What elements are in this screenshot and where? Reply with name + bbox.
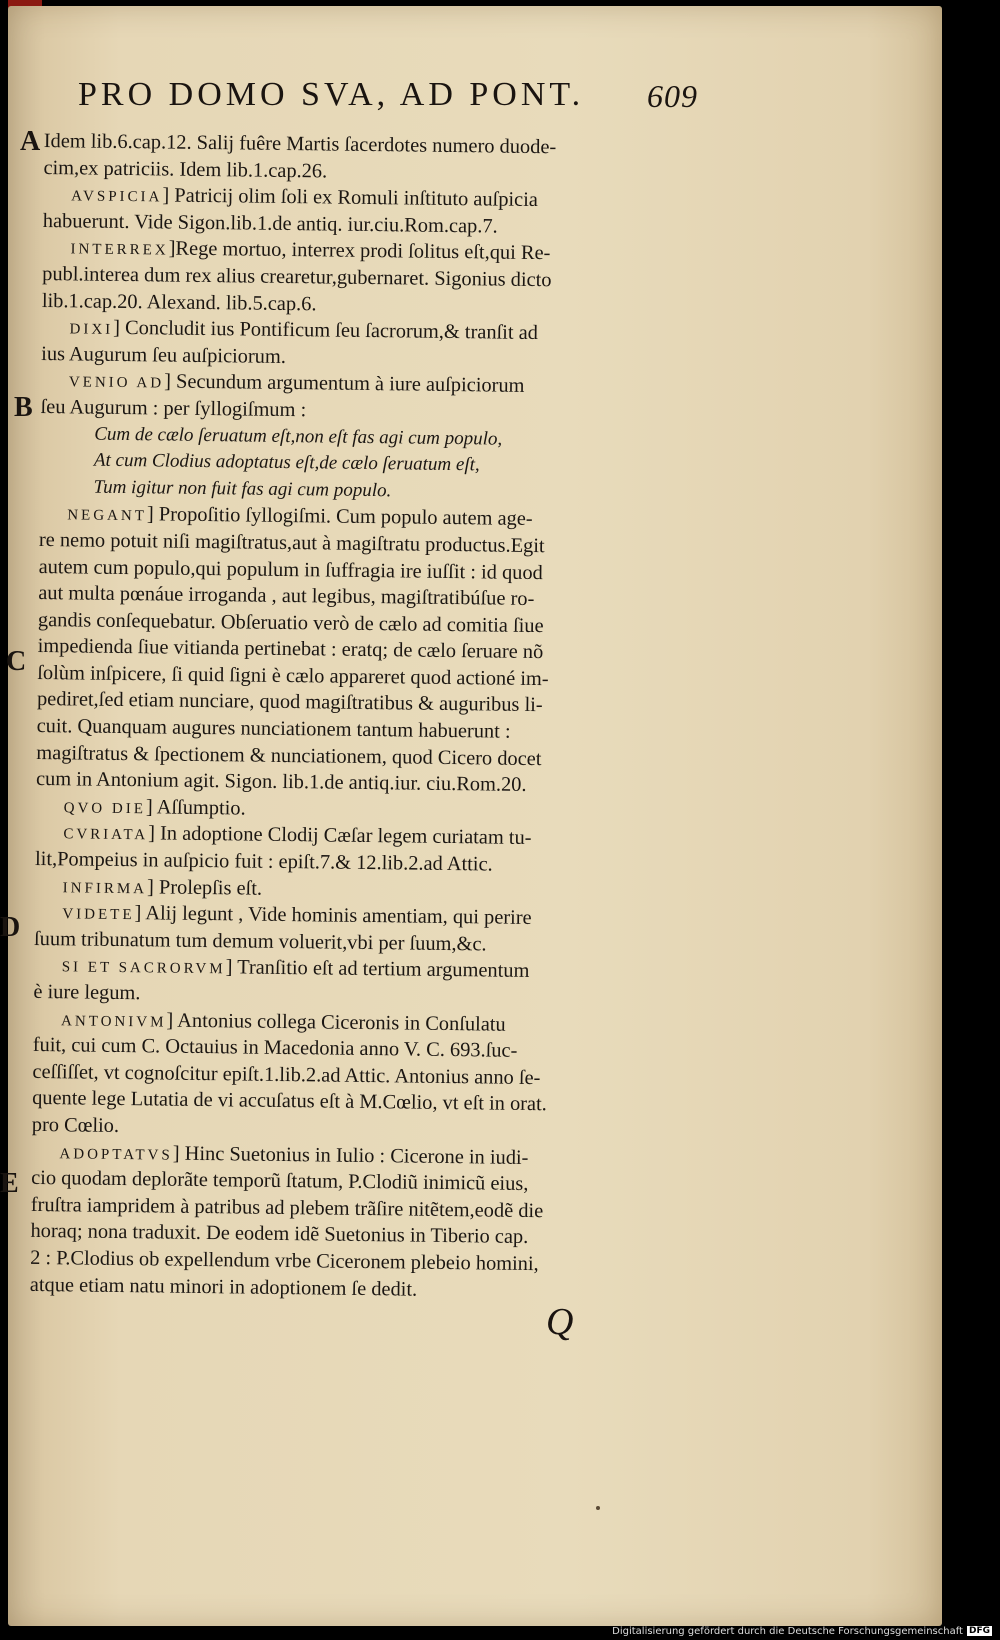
lemma: ANTONIVM: [60, 1012, 167, 1031]
margin-letter-a: A: [20, 126, 41, 157]
line-text: aut multa pœnáue irroganda , aut legibus, magiſtratibúſue ro-: [38, 582, 535, 611]
line-text: ſolùm inſpicere, ſi quid ſigni è cælo appareret quod actioné im-: [37, 661, 549, 691]
line-text: ſeu Augurum : per ſyllogiſmum :: [40, 395, 307, 422]
line-text: quente lege Lutatia de vi accuſatus eſt à M.Cœlio, vt eſt in orat.: [32, 1087, 547, 1116]
line-text: fruſtra iampridem à patribus ad plebem trãſire nitẽtem,eodẽ die: [30, 1193, 544, 1222]
lemma: DIXI: [69, 321, 114, 339]
commentary-text: [30, 128, 704, 1306]
lemma: VENIO AD: [68, 374, 165, 392]
line-text: ] Patricij olim ſoli ex Romuli inſtituto auſpicia: [162, 184, 539, 212]
margin-letter-d: D: [0, 912, 21, 943]
line-text: cim,ex patriciis. Idem lib.1.cap.26.: [43, 156, 328, 183]
line-text: è iure legum.: [33, 980, 141, 1005]
line-text: lit,Pompeius in auſpicio fuit : epiſt.7.& 12.lib.2.ad Attic.: [34, 847, 493, 876]
line-text: ] Alij legunt , Vide hominis amentiam, qui perire: [134, 902, 532, 930]
line-text: impedienda ſiue vitianda pertinebat : eratq; de cælo ſeruare nõ: [37, 635, 544, 664]
line-text: horaq; nona traduxit. De eodem idẽ Suetonius in Tiberio cap.: [30, 1220, 529, 1249]
lemma: INFIRMA: [62, 879, 148, 897]
line-text: Cum de cælo ſeruatum eſt,non eſt fas agi cum populo,: [94, 423, 503, 450]
line-text: ceſſiſſet, vt cognoſcitur epiſt.1.lib.2.ad Attic. Antonius anno ſe-: [32, 1060, 541, 1089]
line-text: 2 : P.Clodius ob expellendum vrbe Ciceronem plebeio homini,: [30, 1246, 539, 1276]
line-text: ] In adoptione Clodij Cæſar legem curiatam tu-: [148, 822, 532, 850]
line-text: ius Augurum ſeu auſpiciorum.: [41, 342, 287, 368]
lemma: AVSPICIA: [71, 188, 163, 206]
lemma: QVO DIE: [63, 800, 147, 818]
ink-speck: [596, 1506, 600, 1510]
line-text: ] Concludit ius Pontificum ſeu ſacrorum,& tranſit ad: [113, 317, 539, 345]
line-text: fuit, cui cum C. Octauius in Macedonia anno V. C. 693.ſuc-: [32, 1034, 518, 1063]
line-text: Tum igitur non fuit fas agi cum populo.: [93, 476, 392, 501]
line-text: ] Propoſitio ſyllogiſmi. Cum populo autem age-: [146, 503, 533, 531]
line-text: ſuum tribunatum tum demum voluerit,vbi per ſuum,&c.: [33, 927, 487, 956]
line-text: ] Aſſumptio.: [145, 796, 246, 820]
line-text: At cum Clodius adoptatus eſt,de cælo ſeruatum eſt,: [93, 449, 480, 476]
line-text: ] Antonius collega Ciceronis in Conſulatu: [166, 1009, 506, 1036]
line-text: atque etiam natu minori in adoptionem ſe dedit.: [29, 1273, 418, 1301]
line-text: lib.1.cap.20. Alexand. lib.5.cap.6.: [41, 289, 317, 315]
line-text: publ.interea dum rex alius crearetur,gubernaret. Sigonius dicto: [42, 262, 552, 292]
line-text: cum in Antonium agit. Sigon. lib.1.de antiq.iur. ciu.Rom.20.: [35, 768, 527, 797]
catchword: Q: [546, 1301, 574, 1343]
lemma: INTERREX: [70, 241, 169, 259]
lemma: CVRIATA: [63, 826, 149, 844]
line-text: re nemo potuit niſi magiſtratus,aut à magiſtratu productus.Egit: [38, 528, 545, 558]
line-text: habuerunt. Vide Sigon.lib.1.de antiq. iur.ciu.Rom.cap.7.: [42, 209, 498, 238]
digitization-footer: [612, 1624, 992, 1638]
line-text: gandis conſequebatur. Obſeruatio verò de cælo ad comitia ſiue: [37, 608, 544, 637]
line-text: ] Prolepſis eſt.: [146, 875, 263, 900]
line-text: cuit. Quanquam augures nunciationem tantum habuerunt :: [36, 715, 511, 743]
lemma: NEGANT: [67, 507, 148, 525]
lemma: SI ET SACRORVM: [61, 959, 226, 978]
page-number: 609: [647, 78, 698, 114]
line-text: cio quodam deplorãte temporũ ſtatum, P.Clodiũ inimicũ eius,: [31, 1167, 529, 1196]
line-text: Idem lib.6.cap.12. Salij fuêre Martis ſacerdotes numero duode-: [43, 129, 557, 159]
line-text: ] Tranſitio eſt ad tertium argumentum: [225, 956, 530, 983]
margin-letter-c: C: [6, 646, 27, 677]
line-text: autem cum populo,qui populum in ſuffragia ire iuſſit : id quod: [38, 555, 543, 584]
lemma: ADOPTATVS: [59, 1145, 173, 1164]
margin-letter-e: E: [0, 1168, 19, 1199]
dfg-logo: DFG: [968, 1626, 990, 1636]
running-title: PRO DOMO SVA, AD PONT.: [78, 76, 585, 113]
line-text: pro Cœlio.: [31, 1113, 120, 1137]
line-text: magiſtratus & ſpectionem & nunciationem, quod Cicero docet: [36, 741, 542, 770]
line-text: ] Secundum argumentum à iure auſpiciorum: [164, 370, 525, 398]
running-header: [78, 76, 698, 124]
line-text: pediret,ſed etiam nunciare, quod magiſtratibus & auguribus li-: [36, 688, 543, 717]
line-text: ] Hinc Suetonius in Iulio : Cicerone in iudi-: [172, 1142, 529, 1169]
margin-letter-b: B: [14, 392, 33, 423]
lemma: VIDETE: [62, 906, 135, 924]
line-text: ]Rege mortuo, interrex prodi ſolitus eſt,qui Re-: [168, 237, 551, 265]
footer-credit: Digitalisierung gefördert durch die Deutsche Forschungsgemeinschaft: [612, 1625, 963, 1637]
